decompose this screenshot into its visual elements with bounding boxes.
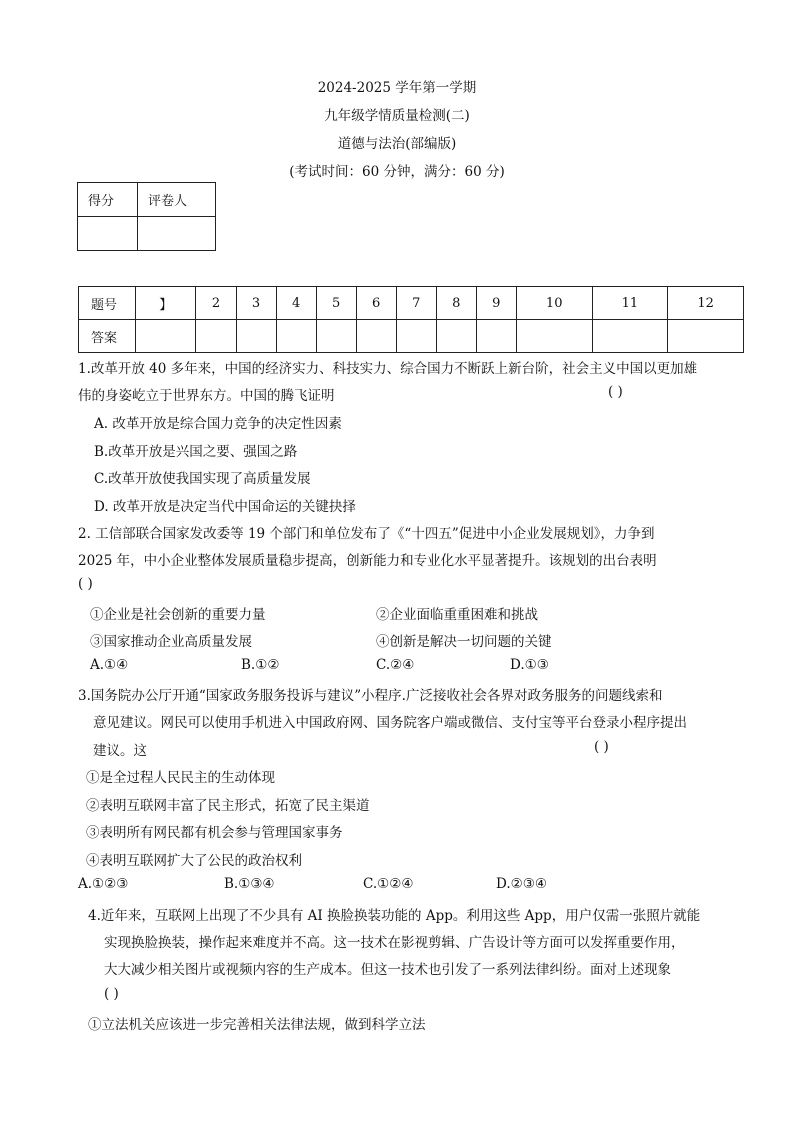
q2-option-c: C.②④ [376, 657, 415, 673]
answer-cell[interactable] [396, 320, 436, 353]
question-number-row [79, 287, 744, 320]
q3-option-b: B.①③④ [224, 876, 275, 892]
question-number-cell: 8 [436, 287, 476, 320]
question-number-label: 题号 [79, 287, 136, 320]
q3-statement-4: ④表明互联网扩大了公民的政治权利 [86, 853, 302, 869]
answer-cell[interactable] [236, 320, 276, 353]
q2-answer-blank[interactable]: ( ) [78, 576, 93, 592]
answer-cell[interactable] [436, 320, 476, 353]
answer-cell[interactable] [476, 320, 516, 353]
q3-stem-line3: 建议。这 [93, 743, 147, 759]
q3-statement-1: ①是全过程人民民主的生动体现 [86, 770, 275, 786]
q2-statement-3: ③国家推动企业高质量发展 [90, 634, 252, 650]
question-number-cell: 6 [356, 287, 396, 320]
answer-row [79, 320, 744, 353]
answer-cell[interactable] [276, 320, 316, 353]
q2-statement-4: ④创新是解决一切问题的关键 [376, 634, 552, 650]
answer-cell[interactable] [136, 320, 196, 353]
question-number-cell: 7 [396, 287, 436, 320]
exam-title: 九年级学情质量检测(二) [324, 108, 470, 124]
exam-term: 2024-2025 学年第一学期 [317, 80, 477, 96]
answer-cell[interactable] [196, 320, 236, 353]
q2-stem-line2: 2025 年，中小企业整体发展质量稳步提高，创新能力和专业化水平显著提升。该规划的出台表明 [78, 553, 657, 569]
q3-option-c: C.①②④ [363, 876, 414, 892]
q3-option-a: A.①②③ [78, 876, 129, 892]
q3-stem-line2: 意见建议。网民可以使用手机进入中国政府网、国务院客户端或微信、支付宝等平台登录小程序提出 [93, 715, 687, 731]
grader-cell[interactable] [138, 217, 216, 251]
q2-option-a: A.①④ [90, 657, 129, 673]
q1-option-b: B.改革开放是兴国之要、强国之路 [94, 444, 298, 460]
question-number-cell: 12 [668, 287, 744, 320]
question-number-cell: 10 [516, 287, 592, 320]
score-table [77, 182, 216, 251]
q2-statement-2: ②企业面临重重困难和挑战 [376, 607, 538, 623]
q3-stem-line1: 3.国务院办公厅开通“国家政务服务投诉与建议”小程序.广泛接收社会各界对政务服务的问题线索和 [78, 688, 663, 704]
q1-answer-blank[interactable]: ( ) [608, 384, 623, 400]
answer-cell[interactable] [592, 320, 668, 353]
q4-stem-line2: 实现换脸换装，操作起来难度并不高。这一技术在影视剪辑、广告设计等方面可以发挥重要作用， [104, 935, 685, 951]
q3-statement-3: ③表明所有网民都有机会参与管理国家事务 [86, 825, 343, 841]
question-number-cell: 11 [592, 287, 668, 320]
answer-label: 答案 [79, 320, 136, 353]
question-number-cell: 】 [136, 287, 196, 320]
q2-option-d: D.①③ [510, 657, 549, 673]
q3-answer-blank[interactable]: ( ) [594, 739, 609, 755]
q4-stem-line3: 大大减少相关图片或视频内容的生产成本。但这一技术也引发了一系列法律纠纷。面对上述现象 [104, 962, 671, 978]
q3-option-d: D.②③④ [496, 876, 547, 892]
q1-option-c: C.改革开放使我国实现了高质量发展 [94, 471, 311, 487]
question-number-cell: 4 [276, 287, 316, 320]
q2-statement-1: ①企业是社会创新的重要力量 [90, 607, 266, 623]
q4-statement-1: ①立法机关应该进一步完善相关法律法规，做到科学立法 [88, 1017, 426, 1033]
q1-option-a: A. 改革开放是综合国力竞争的决定性因素 [94, 416, 342, 432]
q4-answer-blank[interactable]: ( ) [104, 986, 119, 1002]
question-number-cell: 9 [476, 287, 516, 320]
q3-statement-2: ②表明互联网丰富了民主形式，拓宽了民主渠道 [86, 798, 370, 814]
answer-cell[interactable] [316, 320, 356, 353]
answer-table [78, 286, 744, 353]
answer-cell[interactable] [668, 320, 744, 353]
exam-subject: 道德与法治(部编版) [337, 136, 457, 152]
question-number-cell: 3 [236, 287, 276, 320]
question-number-cell: 5 [316, 287, 356, 320]
answer-cell[interactable] [356, 320, 396, 353]
exam-time-info: (考试时间：60 分钟，满分：60 分) [289, 164, 505, 180]
q1-stem-line2: 伟的身姿屹立于世界东方。中国的腾飞证明 [78, 388, 335, 404]
grader-header: 评卷人 [138, 183, 216, 217]
q2-option-b: B.①② [241, 657, 280, 673]
answer-cell[interactable] [516, 320, 592, 353]
q1-option-d: D. 改革开放是决定当代中国命运的关键抉择 [94, 499, 356, 515]
question-number-cell: 2 [196, 287, 236, 320]
score-header: 得分 [78, 183, 138, 217]
score-cell[interactable] [78, 217, 138, 251]
q4-stem-line1: 4.近年来，互联网上出现了不少具有 AI 换脸换装功能的 App。利用这些 App，用户仅需一张照片就能 [88, 908, 701, 924]
q2-stem-line1: 2. 工信部联合国家发改委等 19 个部门和单位发布了《“十四五”促进中小企业发展规划》，力争到 [78, 526, 655, 542]
q1-stem-line1: 1.改革开放 40 多年来，中国的经济实力、科技实力、综合国力不断跃上新台阶，社会主义中国以更加雄 [78, 361, 698, 377]
